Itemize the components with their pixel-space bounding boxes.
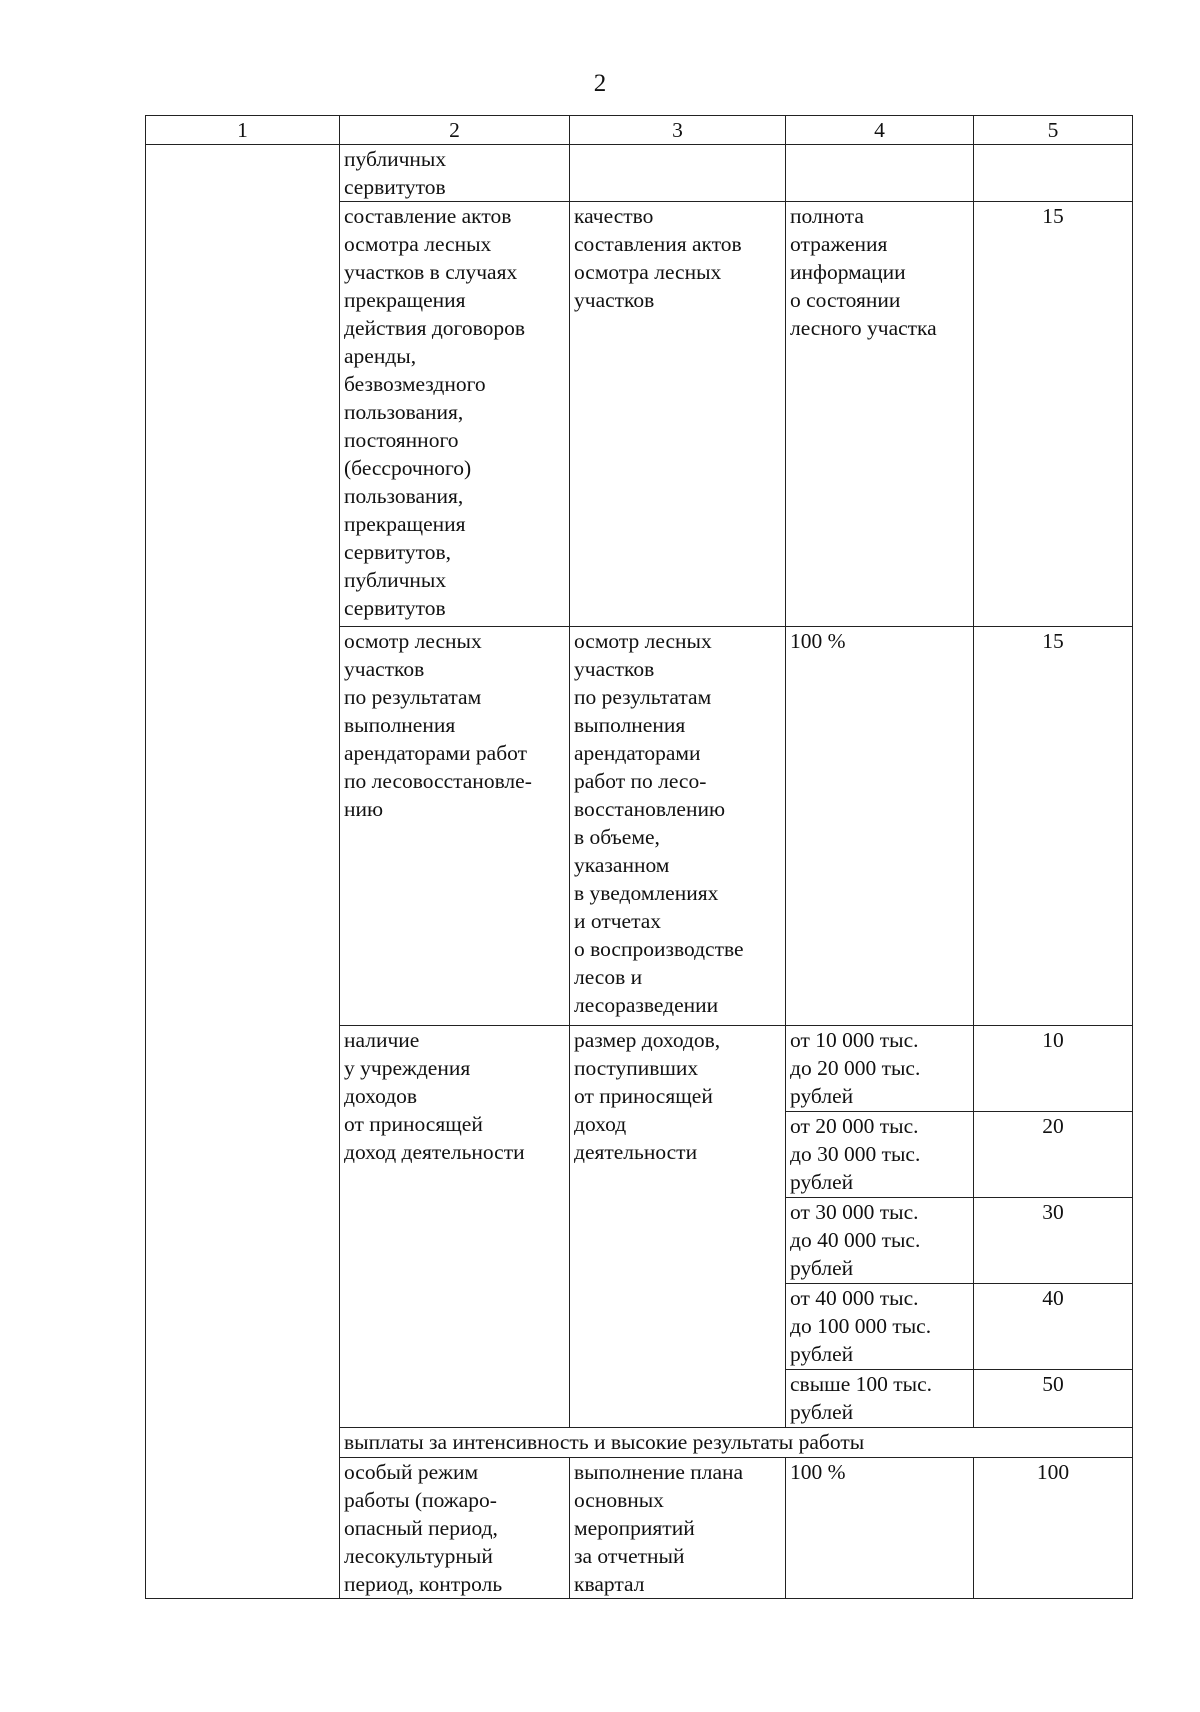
condition-cell: от 20 000 тыс. до 30 000 тыс. рублей bbox=[786, 1112, 974, 1198]
indicator-cell: публичных сервитутов bbox=[340, 145, 570, 202]
condition-cell: 100 % bbox=[786, 1458, 974, 1599]
points-cell: 100 bbox=[974, 1458, 1133, 1599]
header-cell: 4 bbox=[786, 116, 974, 145]
points-cell: 20 bbox=[974, 1112, 1133, 1198]
points-cell: 40 bbox=[974, 1284, 1133, 1370]
points-cell: 15 bbox=[974, 627, 1133, 1026]
page-number: 2 bbox=[593, 70, 607, 97]
criterion-cell: размер доходов, поступивших от приносящей доход деятельности bbox=[570, 1026, 786, 1428]
points-cell: 50 bbox=[974, 1370, 1133, 1428]
points-cell: 15 bbox=[974, 202, 1133, 627]
condition-cell: от 40 000 тыс. до 100 000 тыс. рублей bbox=[786, 1284, 974, 1370]
condition-cell bbox=[786, 145, 974, 202]
header-cell: 5 bbox=[974, 116, 1133, 145]
points-cell: 30 bbox=[974, 1198, 1133, 1284]
indicator-cell: наличие у учреждения доходов от приносящей доход деятельности bbox=[340, 1026, 570, 1428]
header-cell: 3 bbox=[570, 116, 786, 145]
table-row bbox=[146, 145, 1133, 202]
indicator-cell: особый режим работы (пожаро- опасный период, лесокультурный период, контроль bbox=[340, 1458, 570, 1599]
table-header-row bbox=[146, 116, 1133, 145]
condition-cell: от 10 000 тыс. до 20 000 тыс. рублей bbox=[786, 1026, 974, 1112]
criterion-cell: выполнение плана основных мероприятий за отчетный квартал bbox=[570, 1458, 786, 1599]
criteria-table bbox=[145, 115, 1133, 1599]
condition-cell: свыше 100 тыс. рублей bbox=[786, 1370, 974, 1428]
header-cell: 1 bbox=[146, 116, 340, 145]
condition-cell: полнота отражения информации о состоянии лесного участка bbox=[786, 202, 974, 627]
section-heading: выплаты за интенсивность и высокие результаты работы bbox=[340, 1428, 1133, 1458]
indicator-cell: осмотр лесных участков по результатам выполнения арендаторами работ по лесовосстановле- нию bbox=[340, 627, 570, 1026]
column-1-cell bbox=[146, 145, 340, 1599]
header-cell: 2 bbox=[340, 116, 570, 145]
indicator-cell: составление актов осмотра лесных участков в случаях прекращения действия договоров аренды, безвозмездного пользования, постоянного (бессрочного) пользования, прекращения сервитутов, публичных сервитутов bbox=[340, 202, 570, 627]
criterion-cell bbox=[570, 145, 786, 202]
condition-cell: 100 % bbox=[786, 627, 974, 1026]
points-cell: 10 bbox=[974, 1026, 1133, 1112]
criterion-cell: качество составления актов осмотра лесных участков bbox=[570, 202, 786, 627]
criterion-cell: осмотр лесных участков по результатам выполнения арендаторами работ по лесо- восстановлению в объеме, указанном в уведомлениях и отчетах о воспроизводстве лесов и лесоразведении bbox=[570, 627, 786, 1026]
points-cell bbox=[974, 145, 1133, 202]
condition-cell: от 30 000 тыс. до 40 000 тыс. рублей bbox=[786, 1198, 974, 1284]
